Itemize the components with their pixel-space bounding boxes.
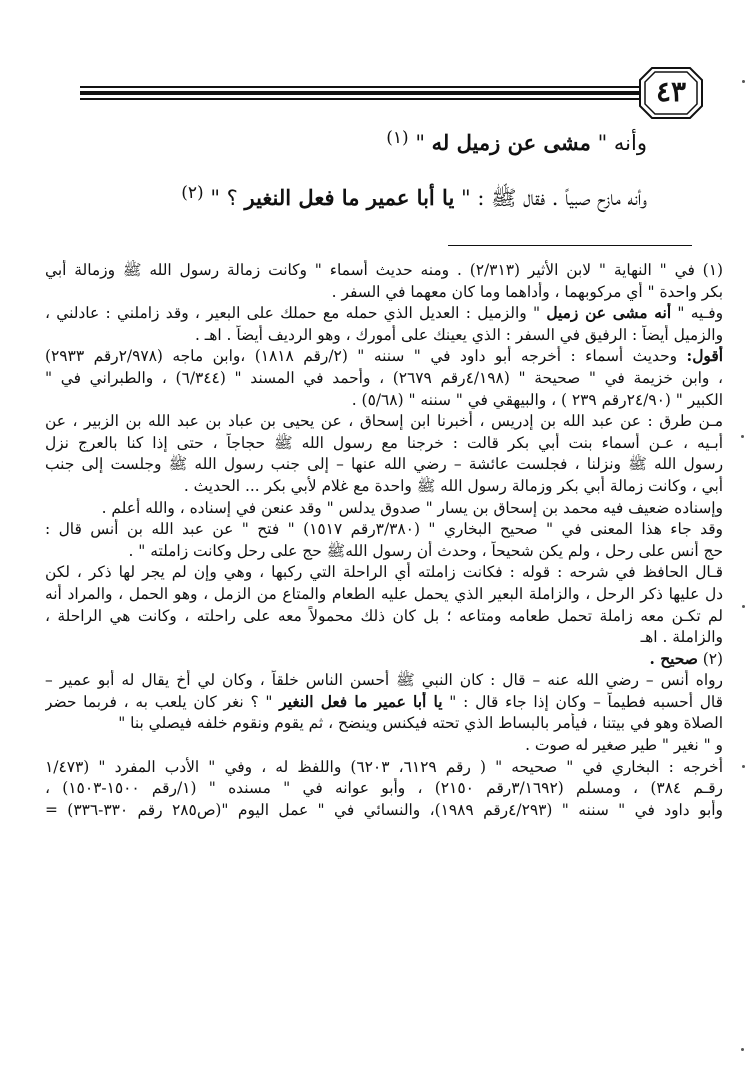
- footnote-line: أبـيه ، عـن أسماء بنت أبي بكر قالت : خرجنا مع رسول الله ﷺ حجاجاً ، حتى إذا كنا بالعرج نزل: [45, 433, 723, 452]
- footnote-line: رسول الله ﷺ ونزلنا ، فجلست عائشة – رضي الله عنها – إلى جنب رسول الله ﷺ وجلست إلى جنب: [45, 455, 723, 474]
- scan-speck: [742, 605, 745, 608]
- footnote-ref-1[interactable]: (١): [386, 128, 409, 148]
- page-number: ٤٣: [655, 75, 687, 108]
- footnote-line: أخرجه : البخاري في " صحيحه " ( رقم ٦١٢٩، ٦٢٠٣) واللفظ له ، وفي " الأدب المفرد " (١/٤٧٣: [45, 757, 723, 776]
- page-number-badge: [638, 66, 704, 120]
- footnote-line: وإسناده ضعيف فيه محمد بن إسحاق بن يسار " صدوق يدلس " وقد عنعن في إسناده ، والله أعلم .: [101, 498, 723, 517]
- main-text-line-1: وأنه " مشى عن زميل له " $^{(١)}$: [386, 128, 647, 155]
- footnote-line: بكر واحدة " أي مركوبهما ، وأداهما وما كان معهما في السفر .: [331, 282, 723, 301]
- footnote-line: وقد جاء هذا المعنى في " صحيح البخاري " (٣/٣٨٠رقم ١٥١٧) " فتح " عن عبد الله بن أنس قال :: [45, 520, 723, 539]
- footnote-line: والزميل أيضاً : الرفيق في السفر : الذي يعينك على أمورك ، وهو الرديف أيضاً . اهـ .: [194, 325, 723, 344]
- quoted-phrase: يا أبا عمير ما فعل النغير: [244, 185, 455, 210]
- header-rule-main: [80, 91, 640, 95]
- footnote-line: لم تكـن معه زاملة تحمل طعامه ومتاعه ؛ بل كان ذلك محمولاً معه على راحلته ، وكانت هي الراحلة ،: [45, 606, 723, 625]
- footnote-line: قـال الحافظ في شرحه : قوله : فكانت زاملته أي الراحلة التي ركبها ، وهي وإن لم يجر لها ذكر ، لكن: [45, 563, 723, 582]
- footnote-line: قال أحسبه فطيماً – وكان إذا جاء قال : " يا أبا عمير ما فعل النغير " ؟ نغر كان يلعب به ، فربما حضر: [45, 692, 723, 711]
- footnote-line: ، وابن خزيمة في " صحيحة " (٤/١٩٨رقم ٢٦٧٩) ، وأحمد في المسند " (٦/٣٤٤) ، والطبراني في ": [45, 368, 723, 387]
- quoted-phrase: مشى عن زميل له: [431, 130, 591, 155]
- scan-speck: [742, 765, 745, 768]
- header-rule-top: [80, 86, 640, 88]
- footnote-line: وأبو داود في " سننه " (٤/٢٩٣رقم ١٩٨٩)، والنسائي في " عمل اليوم "(ص٢٨٥ رقم ٣٣٠-٣٣٦) =: [45, 800, 723, 819]
- footnote-separator: [448, 245, 692, 246]
- footnote-line: (١) في " النهاية " لابن الأثير (٢/٣١٣) . ومنه حديث أسماء " وكانت زمالة رسول الله ﷺ وزمالة أبي: [45, 261, 723, 279]
- main-text-line-2: وأنه مازح صبياً . فقال ﷺ : " يا أبا عمير ما فعل النغير ؟ " $^{(٢)}$: [181, 183, 647, 210]
- footnote-line: حج أنس على رحل ، ولم يكن شحيحاً ، وحدث أن رسول اللهﷺ حج على رحل وكانت زاملته " .: [128, 541, 723, 560]
- footnote-line: الصلاة وهو في بيتنا ، فيأمر بالبساط الذي تحته فيكنس وينضح ، ثم يقوم ونقوم خلفه فيصلي بنا ": [118, 714, 723, 733]
- header-rule-bottom: [80, 98, 640, 100]
- footnote-line: أقول: وحديث أسماء : أخرجه أبو داود في " سننه " (٢/رقم ١٨١٨) ،وابن ماجه (٢/٩٧٨رقم ٢٩٣٣): [45, 347, 723, 366]
- footnote-ref-2[interactable]: (٢): [181, 183, 204, 203]
- footnote-line: (٢) صحيح .: [649, 649, 723, 668]
- scan-speck: [741, 1048, 744, 1051]
- footnote-line: وفـيه " أنه مشى عن زميل " والزميل : العديل الذي حمله مع حملك على البعير ، وقد زاملني : عادلني ،: [45, 304, 723, 323]
- footnote-line: و " نغير " طير صغير له صوت .: [525, 736, 723, 755]
- footnote-line: أبي ، وكانت زمالة أبي بكر وزمالة رسول الله ﷺ واحدة مع غلام لأبي بكر ... الحديث .: [183, 476, 723, 495]
- footnote-line: مـن طرق : عن عبد الله بن إدريس ، أخبرنا ابن إسحاق ، عن يحيى بن عباد بن عبد الله بن الزبير ، عن: [45, 412, 723, 431]
- footnote-line: رواه أنس – رضي الله عنه – قال : كان النبي ﷺ أحسن الناس خلقاً ، وكان لي أخ يقال له أبو عمير –: [45, 671, 723, 690]
- scan-speck: [741, 435, 744, 438]
- footnote-line: دل عليها ذكر الرحل ، والزاملة البعير الذي يحمل عليه الطعام والمتاع من الزمل ، وهو الحمل ، والمراد أنه: [45, 584, 723, 603]
- footnote-line: رقـم ٣٨٤) ، ومسلم (٣/١٦٩٢رقم ٢١٥٠) ، وأبو عوانه في " مسنده " (١/رقم ١٥٠٠-١٥٠٣) ،: [45, 779, 723, 798]
- footnote-line: الكبير " (٢٤/٩٠رقم ٢٣٩ ) ، والبيهقي في " سننه " (٥/٦٨) .: [351, 390, 723, 409]
- footnote-line: والزاملة . اهـ: [640, 628, 723, 647]
- scan-speck: [742, 80, 745, 83]
- footnotes-block: [45, 260, 723, 821]
